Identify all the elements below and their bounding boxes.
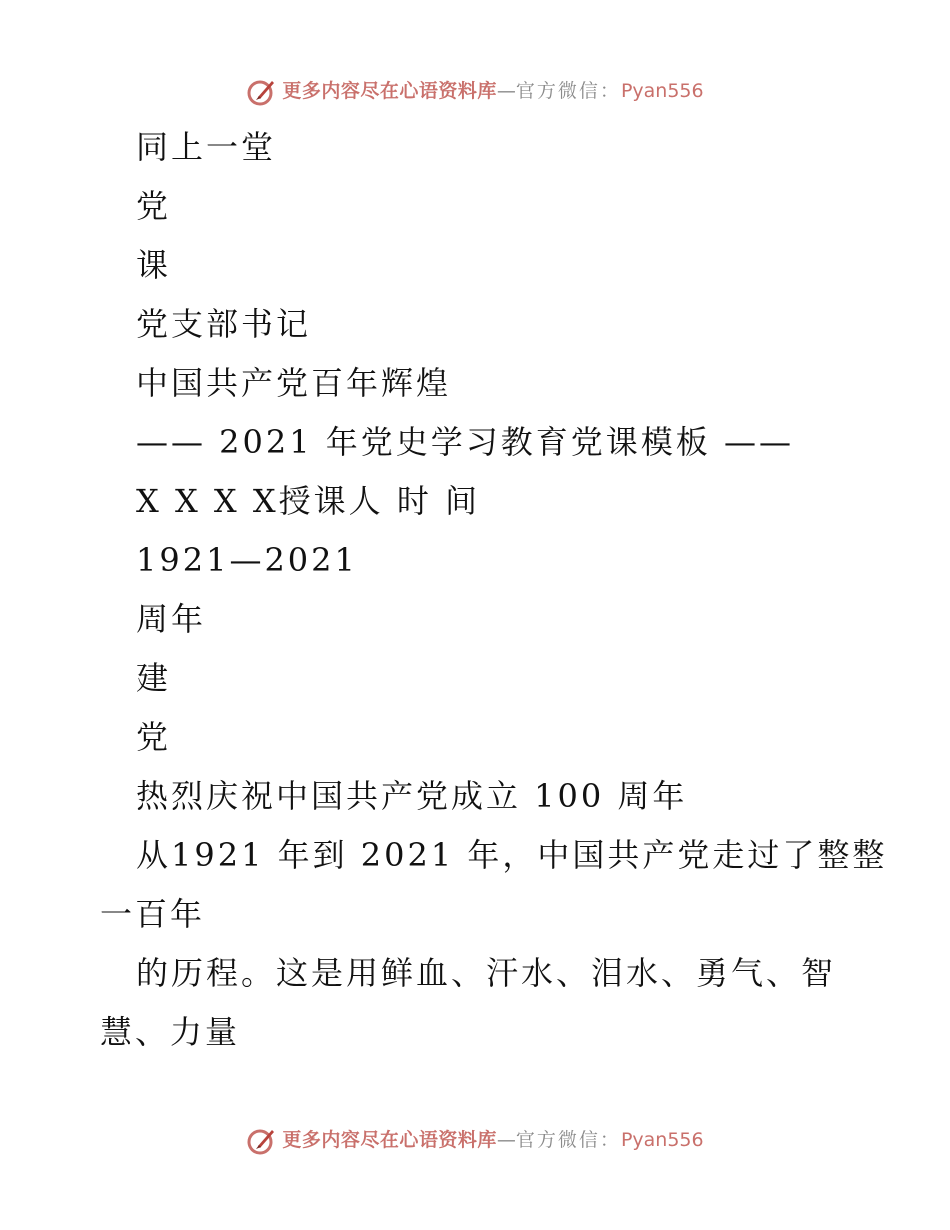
watermark-sub-text: 官方微信：: [515, 80, 621, 102]
text-line: 的历程。这是用鲜血、汗水、泪水、勇气、智: [136, 954, 837, 992]
watermark-main-text: 更多内容尽在心语资料库: [282, 80, 497, 102]
text-line: 周年: [136, 600, 207, 638]
watermark-id: Pyan556: [620, 1129, 704, 1151]
watermark-dash: —: [496, 1129, 516, 1151]
watermark-main-text: 更多内容尽在心语资料库: [282, 1129, 497, 1151]
watermark-dash: —: [496, 80, 516, 102]
text-line: —— 2021 年党史学习教育党课模板 ——: [136, 423, 794, 461]
text-line: 课: [136, 246, 172, 284]
header-watermark: [0, 74, 950, 108]
quill-logo-icon: [246, 1124, 278, 1156]
text-line: 热烈庆祝中国共产党成立 100 周年: [136, 777, 688, 815]
text-line: 慧、力量: [100, 1013, 241, 1051]
text-line: 建: [136, 659, 172, 697]
watermark-id: Pyan556: [620, 80, 704, 102]
text-line: 从1921 年到 2021 年，中国共产党走过了整整: [136, 836, 888, 874]
text-line: 一百年: [100, 895, 206, 933]
footer-watermark: [0, 1123, 950, 1157]
text-line: 党: [136, 718, 172, 756]
text-line: 同上一堂: [136, 128, 277, 166]
watermark-sub-text: 官方微信：: [515, 1129, 621, 1151]
quill-logo-icon: [246, 75, 278, 107]
text-line: 1921—2021: [136, 541, 358, 579]
text-line: X X X X授课人 时 间: [136, 482, 480, 520]
text-line: 中国共产党百年辉煌: [136, 364, 452, 402]
text-line: 党支部书记: [136, 305, 312, 343]
text-line: 党: [136, 187, 172, 225]
